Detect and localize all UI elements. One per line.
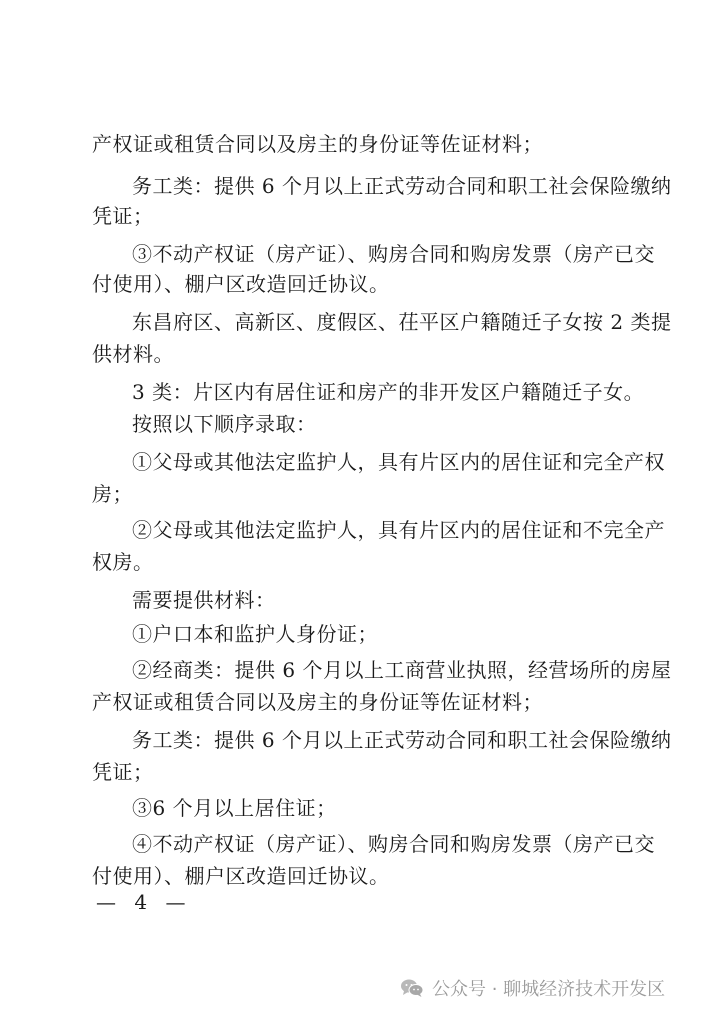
text-line: 3 类：片区内有居住证和房产的非开发区户籍随迁子女。 (132, 380, 645, 404)
text-line: ②父母或其他法定监护人，具有片区内的居住证和不完全产 (132, 518, 665, 542)
text-line: 需要提供材料： (132, 588, 276, 612)
text-line: 务工类：提供 6 个月以上正式劳动合同和职工社会保险缴纳 (132, 174, 672, 198)
text-line: 凭证； (92, 760, 154, 784)
page-number: — 4 — (96, 890, 192, 914)
text-line: ①父母或其他法定监护人，具有片区内的居住证和完全产权 (132, 450, 665, 474)
text-line: ②经商类：提供 6 个月以上工商营业执照，经营场所的房屋 (132, 658, 672, 682)
wechat-icon (400, 978, 424, 998)
text-line: 房； (92, 482, 133, 506)
watermark (400, 975, 665, 1001)
text-line: ①户口本和监护人身份证； (132, 622, 378, 646)
watermark-text: 公众号 · 聊城经济技术开发区 (432, 979, 666, 1000)
text-line: ③6 个月以上居住证； (132, 796, 337, 820)
text-line: ④不动产权证（房产证）、购房合同和购房发票（房产已交 (132, 832, 655, 856)
text-line: 付使用）、棚户区改造回迁协议。 (92, 864, 390, 888)
text-line: 凭证； (92, 204, 154, 228)
text-line: ③不动产权证（房产证）、购房合同和购房发票（房产已交 (132, 242, 655, 266)
text-line: 付使用）、棚户区改造回迁协议。 (92, 272, 390, 296)
text-line: 供材料。 (92, 342, 174, 366)
text-line: 权房。 (92, 550, 154, 574)
text-line: 产权证或租赁合同以及房主的身份证等佐证材料； (92, 690, 543, 714)
text-line: 务工类：提供 6 个月以上正式劳动合同和职工社会保险缴纳 (132, 728, 672, 752)
text-line: 按照以下顺序录取： (132, 412, 317, 436)
text-line: 东昌府区、高新区、度假区、茌平区户籍随迁子女按 2 类提 (132, 310, 672, 334)
text-line: 产权证或租赁合同以及房主的身份证等佐证材料； (92, 132, 543, 156)
